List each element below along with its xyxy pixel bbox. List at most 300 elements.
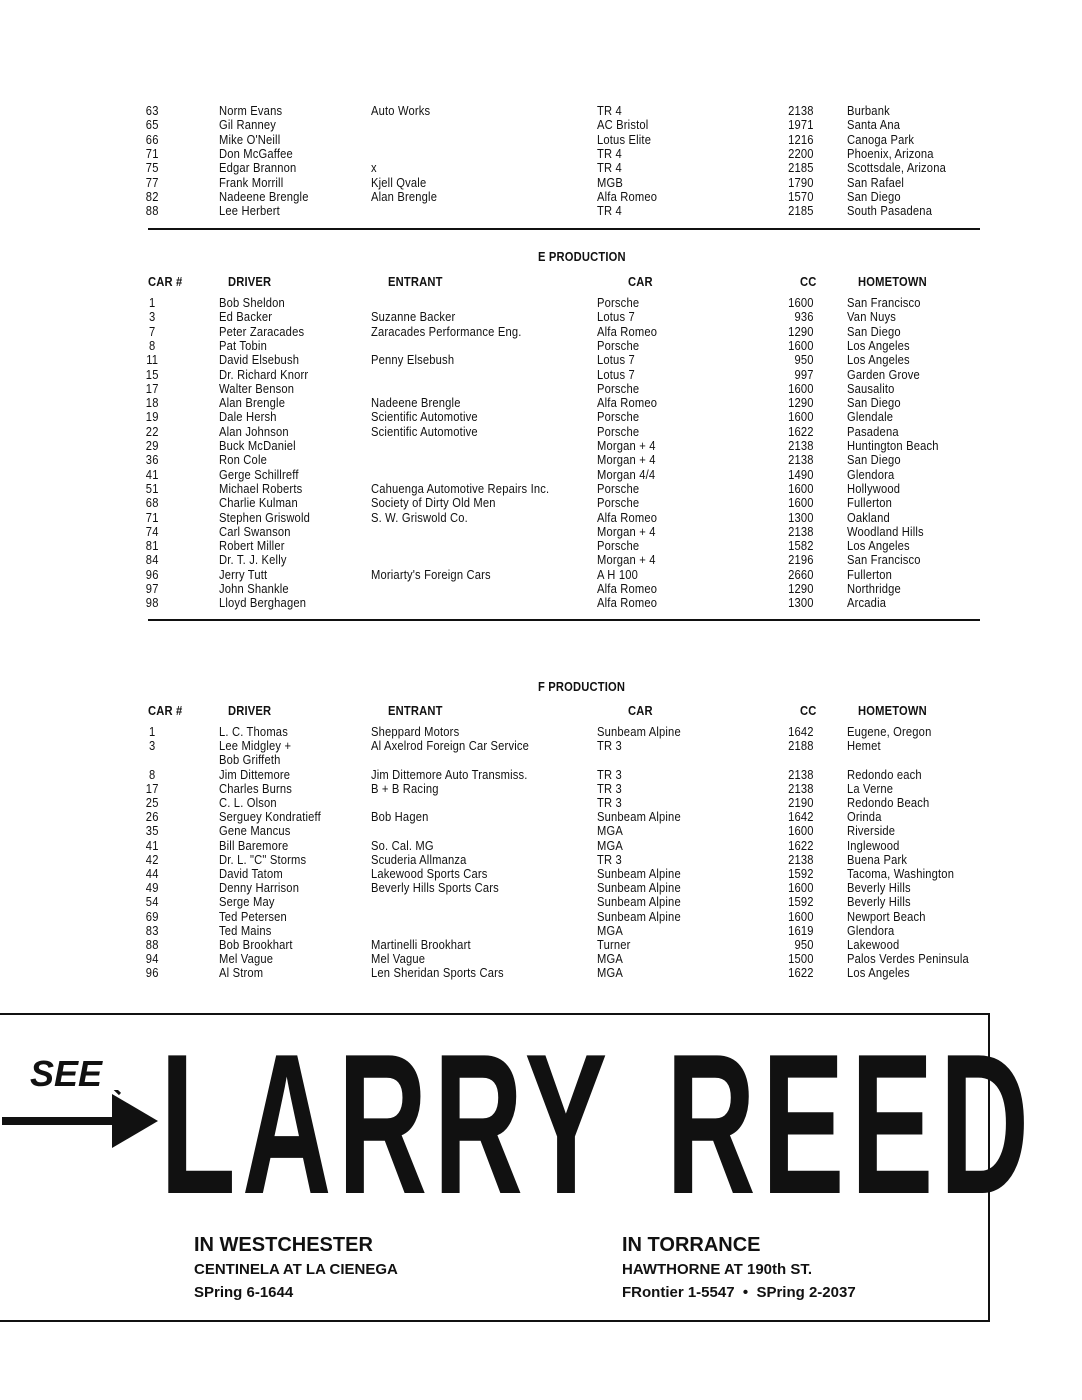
cell-cc: 1290	[788, 395, 814, 411]
cell-driver: David Elsebush	[219, 352, 300, 368]
header-entrant: ENTRANT	[388, 274, 443, 289]
cell-car-number: 96	[145, 566, 159, 582]
cell-hometown: San Diego	[847, 188, 901, 204]
cell-driver: Lloyd Berghagen	[219, 595, 307, 611]
cell-car-number: 25	[145, 795, 159, 810]
cell-car-number: 3	[149, 309, 156, 325]
cell-hometown: South Pasadena	[847, 203, 933, 219]
cell-driver: Lee Midgley +	[219, 738, 292, 754]
cell-car-number: 65	[145, 117, 159, 133]
cell-hometown: Santa Ana	[847, 117, 901, 133]
arrow-right-icon	[0, 1090, 165, 1150]
table-header	[0, 703, 1082, 717]
table-row	[0, 467, 1082, 481]
cell-cc: 950	[794, 352, 814, 368]
cell-car-number: 26	[145, 809, 159, 825]
cell-entrant: Jim Dittemore Auto Transmiss.	[371, 766, 528, 782]
cell-driver: Don McGaffee	[219, 145, 293, 161]
cell-car-number: 97	[145, 581, 159, 596]
table-row	[0, 724, 1082, 738]
divider	[148, 228, 980, 230]
cell-driver: Mike O'Neill	[219, 131, 281, 147]
cell-hometown: Phoenix, Arizona	[847, 145, 934, 161]
cell-cc: 1600	[788, 295, 814, 310]
cell-hometown: Fullerton	[847, 495, 893, 511]
cell-hometown: Glendora	[847, 922, 895, 938]
cell-car: Porsche	[597, 495, 640, 511]
cell-hometown: Hemet	[847, 738, 881, 754]
cell-driver: Mel Vague	[219, 951, 274, 967]
cell-hometown: San Diego	[847, 452, 901, 468]
cell-driver: John Shankle	[219, 581, 289, 596]
cell-car: Alfa Romeo	[597, 509, 658, 525]
cell-car-number: 8	[149, 766, 156, 782]
cell-driver: Walter Benson	[219, 380, 295, 396]
cell-hometown: Glendale	[847, 409, 894, 425]
cell-driver: Pat Tobin	[219, 337, 267, 353]
cell-car: Lotus 7	[597, 352, 635, 368]
cell-driver: Bill Baremore	[219, 837, 289, 853]
cell-car: Lotus Elite	[597, 131, 652, 147]
table-row	[0, 894, 1082, 908]
cell-car: Morgan + 4	[597, 452, 656, 468]
cell-entrant: x	[371, 160, 377, 176]
table-row	[0, 538, 1082, 552]
cell-car: TR 4	[597, 160, 622, 176]
cell-hometown: Los Angeles	[847, 538, 910, 554]
cell-car-number: 36	[145, 452, 159, 468]
cell-driver: Stephen Griswold	[219, 509, 310, 525]
cell-driver: Frank Morrill	[219, 174, 284, 190]
cell-cc: 2138	[788, 438, 814, 453]
cell-entrant: Bob Hagen	[371, 809, 429, 825]
cell-hometown: Garden Grove	[847, 366, 920, 382]
table-row	[0, 951, 1082, 965]
cell-cc: 2138	[788, 523, 814, 539]
table-row	[0, 937, 1082, 951]
table-row	[0, 309, 1082, 323]
cell-driver: Dr. T. J. Kelly	[219, 552, 287, 568]
cell-car: Porsche	[597, 538, 640, 554]
cell-cc: 1300	[788, 595, 814, 611]
cell-driver: Buck McDaniel	[219, 438, 296, 453]
location-westchester-phone: SPring 6-1644	[194, 1284, 294, 1301]
cell-car: TR 4	[597, 203, 622, 219]
cell-cc: 950	[794, 937, 814, 952]
cell-car: TR 4	[597, 145, 622, 161]
table-row	[0, 117, 1082, 131]
cell-entrant: Mel Vague	[371, 951, 426, 967]
cell-entrant: Society of Dirty Old Men	[371, 495, 496, 511]
cell-entrant: Al Axelrod Foreign Car Service	[371, 738, 530, 754]
cell-cc: 1600	[788, 480, 814, 496]
cell-entrant: Len Sheridan Sports Cars	[371, 965, 504, 981]
cell-car: Sunbeam Alpine	[597, 866, 681, 881]
cell-car: Lotus 7	[597, 366, 635, 382]
cell-hometown: Glendora	[847, 466, 895, 482]
divider	[148, 619, 980, 621]
cell-hometown: Northridge	[847, 581, 901, 596]
cell-driver: Michael Roberts	[219, 480, 303, 496]
cell-driver: Denny Harrison	[219, 880, 300, 896]
cell-cc: 2660	[788, 566, 814, 582]
cell-car: TR 3	[597, 738, 622, 754]
cell-cc: 1592	[788, 894, 814, 910]
cell-cc: 1600	[788, 380, 814, 396]
cell-hometown: Pasadena	[847, 423, 899, 439]
cell-cc: 2196	[788, 552, 814, 568]
cell-driver: Dr. Richard Knorr	[219, 366, 309, 382]
ad-see-label: SEE	[30, 1053, 103, 1094]
cell-car: MGB	[597, 174, 623, 190]
cell-driver: Alan Johnson	[219, 423, 289, 439]
cell-car-number: 29	[145, 438, 159, 453]
cell-driver: Al Strom	[219, 965, 264, 981]
cell-entrant: Zaracades Performance Eng.	[371, 323, 522, 339]
cell-driver: Peter Zaracades	[219, 323, 305, 339]
table-row	[0, 324, 1082, 338]
cell-car-number: 7	[149, 323, 156, 339]
table-row	[0, 965, 1082, 979]
table-row	[0, 852, 1082, 866]
cell-driver: Edgar Brannon	[219, 160, 297, 176]
cell-driver: Charlie Kulman	[219, 495, 298, 511]
table-row	[0, 752, 1082, 766]
cell-car: TR 3	[597, 851, 622, 867]
table-row	[0, 409, 1082, 423]
table-row	[0, 160, 1082, 174]
cell-car-number: 1	[149, 295, 156, 310]
cell-car-number: 41	[145, 466, 159, 482]
cell-driver: Nadeene Brengle	[219, 188, 309, 204]
cell-car: Alfa Romeo	[597, 395, 658, 411]
cell-hometown: Los Angeles	[847, 965, 910, 981]
cell-car-number: 19	[145, 409, 159, 425]
cell-driver: Alan Brengle	[219, 395, 286, 411]
table-header	[0, 274, 1082, 288]
cell-car: Porsche	[597, 423, 640, 439]
table-row	[0, 338, 1082, 352]
cell-hometown: San Diego	[847, 395, 901, 411]
cell-cc: 1642	[788, 724, 814, 739]
table-row	[0, 809, 1082, 823]
cell-car: Sunbeam Alpine	[597, 809, 681, 825]
cell-car-number: 81	[145, 538, 159, 554]
cell-car: MGA	[597, 965, 623, 981]
cell-hometown: Beverly Hills	[847, 880, 911, 896]
table-row	[0, 481, 1082, 495]
cell-driver: Serge May	[219, 894, 275, 910]
cell-cc: 2188	[788, 738, 814, 754]
cell-entrant: B + B Racing	[371, 780, 439, 796]
cell-car: A H 100	[597, 566, 638, 582]
cell-cc: 1500	[788, 951, 814, 967]
cell-car: TR 3	[597, 780, 622, 796]
table-row	[0, 438, 1082, 452]
cell-car-number: 42	[145, 851, 159, 867]
cell-car-number: 35	[145, 823, 159, 839]
table-row	[0, 524, 1082, 538]
table-row	[0, 146, 1082, 160]
cell-hometown: Riverside	[847, 823, 896, 839]
cell-hometown: Oakland	[847, 509, 890, 525]
cell-car-number: 68	[145, 495, 159, 511]
table-row	[0, 923, 1082, 937]
cell-car: Lotus 7	[597, 309, 635, 325]
cell-car: Porsche	[597, 409, 640, 425]
table-row	[0, 295, 1082, 309]
table-row	[0, 175, 1082, 189]
cell-car-number: 94	[145, 951, 159, 967]
cell-entrant: Sheppard Motors	[371, 724, 460, 739]
table-row	[0, 510, 1082, 524]
cell-hometown: Los Angeles	[847, 337, 910, 353]
cell-car: Sunbeam Alpine	[597, 894, 681, 910]
cell-car-number: 15	[145, 366, 159, 382]
cell-driver: C. L. Olson	[219, 795, 277, 810]
header-hometown: HOMETOWN	[858, 274, 927, 289]
location-westchester-street: CENTINELA AT LA CIENEGA	[194, 1261, 398, 1278]
cell-cc: 2185	[788, 203, 814, 219]
cell-hometown: Fullerton	[847, 566, 893, 582]
header-hometown: HOMETOWN	[858, 703, 927, 718]
cell-car: Alfa Romeo	[597, 581, 658, 596]
cell-car-number: 77	[145, 174, 159, 190]
cell-driver: Norm Evans	[219, 103, 283, 118]
cell-car-number: 82	[145, 188, 159, 204]
table-row	[0, 424, 1082, 438]
cell-hometown: Inglewood	[847, 837, 900, 853]
cell-car-number: 66	[145, 131, 159, 147]
cell-car-number: 11	[146, 352, 159, 368]
cell-entrant: Moriarty's Foreign Cars	[371, 566, 491, 582]
cell-hometown: Beverly Hills	[847, 894, 911, 910]
cell-cc: 1592	[788, 866, 814, 881]
cell-car: TR 3	[597, 766, 622, 782]
cell-driver: Serguey Kondratieff	[219, 809, 321, 825]
cell-car: Sunbeam Alpine	[597, 908, 681, 924]
header-driver: DRIVER	[228, 703, 272, 718]
cell-hometown: Orinda	[847, 809, 882, 825]
cell-entrant: So. Cal. MG	[371, 837, 434, 853]
cell-entrant: Scuderia Allmanza	[371, 851, 467, 867]
table-row	[0, 132, 1082, 146]
header-driver: DRIVER	[228, 274, 272, 289]
cell-entrant: Martinelli Brookhart	[371, 937, 471, 952]
cell-driver: Bob Brookhart	[219, 937, 293, 952]
cell-car-number: 49	[145, 880, 159, 896]
cell-car: Morgan + 4	[597, 438, 656, 453]
cell-car-number: 1	[149, 724, 156, 739]
cell-cc: 1600	[788, 823, 814, 839]
cell-hometown: Hollywood	[847, 480, 901, 496]
table-row	[0, 880, 1082, 894]
cell-entrant: Lakewood Sports Cars	[371, 866, 488, 881]
cell-hometown: Palos Verdes Peninsula	[847, 951, 969, 967]
table-row	[0, 823, 1082, 837]
cell-car-number: 84	[145, 552, 159, 568]
cell-hometown: Newport Beach	[847, 908, 926, 924]
table-row	[0, 189, 1082, 203]
cell-hometown: Arcadia	[847, 595, 887, 611]
cell-hometown: Lakewood	[847, 937, 900, 952]
cell-cc: 1971	[788, 117, 814, 133]
header-car-number: CAR #	[148, 703, 183, 718]
cell-cc: 1570	[788, 188, 814, 204]
cell-car-number: 3	[149, 738, 156, 754]
table-row	[0, 395, 1082, 409]
cell-driver: David Tatom	[219, 866, 283, 881]
location-westchester-title: IN WESTCHESTER	[194, 1234, 373, 1256]
cell-car: Morgan 4/4	[597, 466, 656, 482]
cell-cc: 997	[794, 366, 814, 382]
cell-driver: Robert Miller	[219, 538, 285, 554]
cell-driver: Ron Cole	[219, 452, 267, 468]
cell-driver: Jim Dittemore	[219, 766, 291, 782]
location-torrance-title: IN TORRANCE	[622, 1234, 761, 1256]
cell-entrant: Scientific Automotive	[371, 409, 478, 425]
table-row	[0, 452, 1082, 466]
table-row	[0, 203, 1082, 217]
cell-car-number: 69	[145, 908, 159, 924]
cell-cc: 1622	[788, 423, 814, 439]
cell-driver: Ted Mains	[219, 922, 272, 938]
cell-hometown: Sausalito	[847, 380, 895, 396]
cell-car: Porsche	[597, 295, 640, 310]
table-row	[0, 838, 1082, 852]
cell-car: Alfa Romeo	[597, 323, 658, 339]
cell-car: Morgan + 4	[597, 523, 656, 539]
table-row	[0, 567, 1082, 581]
table-row	[0, 795, 1082, 809]
header-cc: CC	[800, 274, 817, 289]
table-row	[0, 367, 1082, 381]
table-row	[0, 552, 1082, 566]
cell-car-number: 88	[145, 937, 159, 952]
cell-hometown: Los Angeles	[847, 352, 910, 368]
cell-driver: Gene Mancus	[219, 823, 291, 839]
table-row	[0, 495, 1082, 509]
cell-car: Turner	[597, 937, 631, 952]
cell-car-number: 17	[145, 780, 159, 796]
cell-car: MGA	[597, 823, 623, 839]
ad-name-last: REED	[666, 1013, 1036, 1236]
cell-entrant: Cahuenga Automotive Repairs Inc.	[371, 480, 550, 496]
cell-hometown: Woodland Hills	[847, 523, 924, 539]
table-row	[0, 581, 1082, 595]
cell-cc: 2185	[788, 160, 814, 176]
header-entrant: ENTRANT	[388, 703, 443, 718]
cell-cc: 1290	[788, 581, 814, 596]
cell-car: MGA	[597, 837, 623, 853]
cell-hometown: Eugene, Oregon	[847, 724, 932, 739]
cell-cc: 2138	[788, 780, 814, 796]
header-car-number: CAR #	[148, 274, 183, 289]
cell-car-number: 8	[149, 337, 156, 353]
cell-hometown: Tacoma, Washington	[847, 866, 955, 881]
table-row	[0, 738, 1082, 752]
header-car: CAR	[628, 274, 653, 289]
cell-hometown: Van Nuys	[847, 309, 897, 325]
cell-cc: 1290	[788, 323, 814, 339]
cell-car-number: 63	[145, 103, 159, 118]
cell-hometown: Burbank	[847, 103, 890, 118]
cell-car-number: 71	[145, 145, 159, 161]
cell-driver: Carl Swanson	[219, 523, 291, 539]
cell-cc: 2138	[788, 851, 814, 867]
cell-driver: Ed Backer	[219, 309, 273, 325]
cell-cc: 1622	[788, 965, 814, 981]
cell-car-number: 44	[145, 866, 159, 881]
cell-car: Porsche	[597, 380, 640, 396]
cell-car-number: 71	[145, 509, 159, 525]
cell-hometown: Scottsdale, Arizona	[847, 160, 946, 176]
cell-car-number: 17	[145, 380, 159, 396]
header-cc: CC	[800, 703, 817, 718]
cell-cc: 2190	[788, 795, 814, 810]
cell-car-number: 98	[145, 595, 159, 611]
cell-car-number: 75	[145, 160, 159, 176]
cell-entrant: S. W. Griswold Co.	[371, 509, 468, 525]
cell-car-number: 88	[145, 203, 159, 219]
cell-driver: Gerge Schillreff	[219, 466, 299, 482]
cell-hometown: Buena Park	[847, 851, 908, 867]
table-row	[0, 103, 1082, 117]
cell-cc: 1622	[788, 837, 814, 853]
cell-cc: 2138	[788, 766, 814, 782]
cell-cc: 1600	[788, 880, 814, 896]
cell-car: Alfa Romeo	[597, 595, 658, 611]
cell-entrant: Kjell Qvale	[371, 174, 427, 190]
cell-driver: Bob Griffeth	[219, 752, 281, 768]
cell-car: AC Bristol	[597, 117, 649, 133]
cell-driver: Charles Burns	[219, 780, 293, 796]
header-car: CAR	[628, 703, 653, 718]
cell-car-number: 41	[145, 837, 159, 853]
cell-cc: 936	[794, 309, 814, 325]
cell-cc: 1300	[788, 509, 814, 525]
cell-cc: 1619	[788, 922, 814, 938]
cell-entrant: Scientific Automotive	[371, 423, 478, 439]
cell-hometown: Huntington Beach	[847, 438, 939, 453]
cell-driver: Dr. L. "C" Storms	[219, 851, 307, 867]
cell-driver: Ted Petersen	[219, 908, 287, 924]
cell-car-number: 18	[145, 395, 159, 411]
location-torrance-phone: FRontier 1-5547 • SPring 2-2037	[622, 1284, 856, 1301]
cell-car-number: 96	[145, 965, 159, 981]
cell-hometown: San Francisco	[847, 552, 921, 568]
cell-entrant: Alan Brengle	[371, 188, 438, 204]
cell-hometown: San Diego	[847, 323, 901, 339]
cell-driver: Gil Ranney	[219, 117, 277, 133]
cell-cc: 1600	[788, 409, 814, 425]
f-production-title: F PRODUCTION	[538, 679, 626, 694]
cell-driver: Bob Sheldon	[219, 295, 285, 310]
cell-car: Sunbeam Alpine	[597, 880, 681, 896]
cell-car: Sunbeam Alpine	[597, 724, 681, 739]
table-row	[0, 909, 1082, 923]
table-row	[0, 781, 1082, 795]
cell-cc: 1600	[788, 908, 814, 924]
table-row	[0, 767, 1082, 781]
cell-car: MGA	[597, 922, 623, 938]
cell-hometown: San Rafael	[847, 174, 905, 190]
cell-entrant: Beverly Hills Sports Cars	[371, 880, 499, 896]
cell-cc: 1582	[788, 538, 814, 554]
cell-cc: 1600	[788, 495, 814, 511]
cell-entrant: Penny Elsebush	[371, 352, 455, 368]
cell-car: MGA	[597, 951, 623, 967]
